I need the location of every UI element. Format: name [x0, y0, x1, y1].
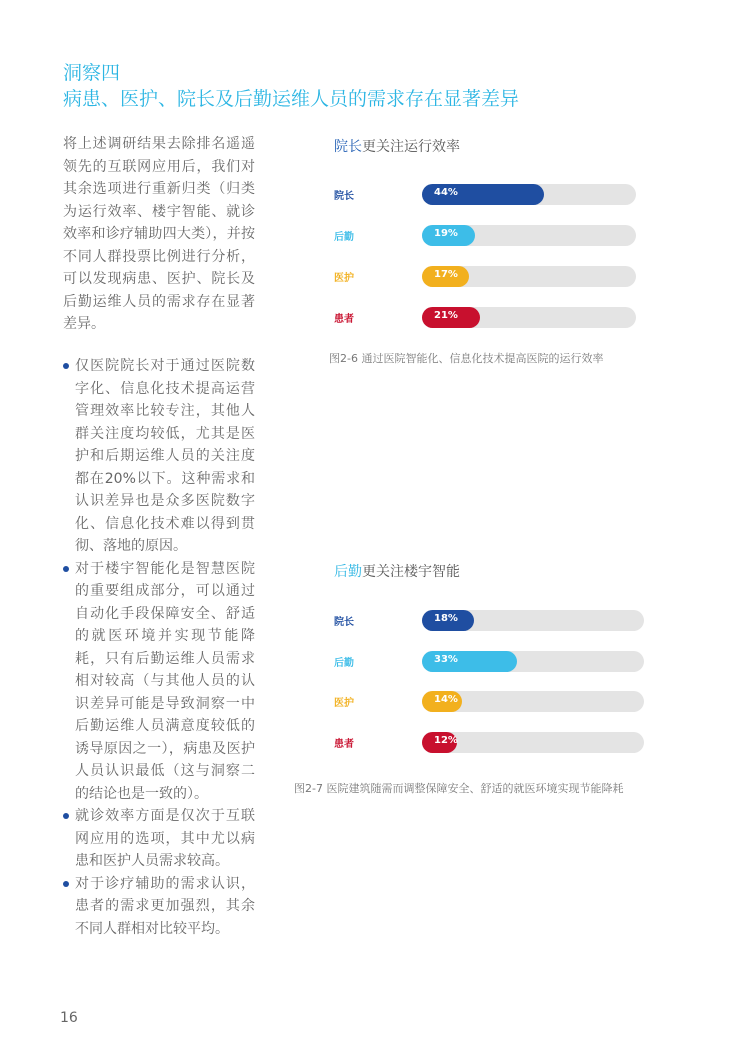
bullet-dot-icon — [63, 363, 69, 369]
chart-operating-efficiency — [334, 136, 644, 336]
bullet-item — [63, 355, 255, 558]
category-label: 医护 — [334, 698, 354, 709]
chart-building-intelligence — [334, 561, 654, 761]
chart-title-highlight: 院长 — [334, 139, 362, 155]
bar-track — [422, 732, 644, 753]
bullet-item — [63, 805, 255, 873]
heading-line2: 病患、医护、院长及后勤运维人员的需求存在显著差异 — [63, 88, 520, 110]
data-label: 12% — [434, 734, 458, 746]
category-label: 患者 — [334, 314, 354, 325]
bar-track — [422, 266, 636, 287]
bar-fill — [422, 691, 462, 712]
bar-row — [334, 691, 644, 712]
intro-paragraph: 将上述调研结果去除排名遥遥领先的互联网应用后，我们对其余选项进行重新归类（归类为运行效率、楼宇智能、就诊效率和诊疗辅助四大类），并按不同人群投票比例进行分析，可以发现病患、医护、院长及后勤运维人员的需求存在显著差异。 — [63, 136, 255, 332]
bullet-item — [63, 558, 255, 806]
category-label: 医护 — [334, 273, 354, 284]
bar-fill — [422, 307, 480, 328]
bar-row — [334, 610, 644, 631]
bullet-text: 对于诊疗辅助的需求认识，患者的需求更加强烈，其余不同人群相对比较平均。 — [75, 875, 255, 937]
bullet-dot-icon — [63, 813, 69, 819]
bar-track — [422, 184, 636, 205]
bullet-text: 仅医院院长对于通过医院数字化、信息化技术提高运营管理效率比较专注，其他人群关注度均较低，尤其是医护和后期运维人员的关注度都在20%以下。这种需求和认识差异也是众多医院数字化、信息化技术难以得到贯彻、落地的原因。 — [75, 358, 255, 554]
bar-fill — [422, 225, 475, 246]
data-label: 18% — [434, 613, 458, 624]
chart-title-rest: 更关注运行效率 — [362, 139, 460, 155]
bar-track — [422, 691, 644, 712]
chart-title-highlight: 后勤 — [334, 564, 362, 580]
page-number: 16 — [60, 1010, 78, 1026]
category-label: 后勤 — [334, 232, 354, 243]
heading-line1: 洞察四 — [63, 62, 121, 84]
bullet-item — [63, 873, 255, 941]
section-heading — [63, 60, 519, 112]
bar-fill — [422, 266, 469, 287]
chart-caption: 图2-6 通过医院智能化、信息化技术提高医院的运行效率 — [329, 352, 604, 365]
bar-row — [334, 266, 636, 287]
category-label: 院长 — [334, 617, 354, 628]
bar-row — [334, 307, 636, 328]
bar-track — [422, 651, 644, 672]
chart-title — [334, 561, 654, 581]
category-label: 院长 — [334, 191, 354, 202]
chart-caption: 图2-7 医院建筑随需而调整保障安全、舒适的就医环境实现节能降耗 — [294, 782, 624, 795]
data-label: 14% — [434, 694, 458, 705]
bar-track — [422, 307, 636, 328]
bar-row — [334, 651, 644, 672]
bullet-dot-icon — [63, 881, 69, 887]
bar-row — [334, 732, 644, 753]
chart-title — [334, 136, 644, 156]
bar-fill — [422, 184, 544, 205]
data-label: 44% — [434, 187, 458, 198]
bar-fill — [422, 651, 517, 672]
data-label: 33% — [434, 653, 458, 665]
data-label: 17% — [434, 269, 458, 280]
data-label: 19% — [434, 228, 458, 239]
bullet-dot-icon — [63, 566, 69, 572]
data-label: 21% — [434, 310, 458, 321]
bullet-list — [63, 355, 255, 940]
bullet-text: 就诊效率方面是仅次于互联网应用的选项，其中尤以病患和医护人员需求较高。 — [75, 808, 255, 869]
category-label: 患者 — [334, 738, 354, 750]
category-label: 后勤 — [334, 657, 354, 669]
bar-fill — [422, 610, 474, 631]
bar-row — [334, 225, 636, 246]
chart-title-rest: 更关注楼宇智能 — [362, 564, 460, 580]
bullet-text: 对于楼宇智能化是智慧医院的重要组成部分，可以通过自动化手段保障安全、舒适的就医环境并实现节能降耗，只有后勤运维人员需求相对较高（与其他人员的认识差异可能是导致洞察一中后勤运维人员满意度较低的诱导原因之一），病患及医护人员认识最低（这与洞察二的结论也是一致的）。 — [75, 560, 255, 802]
bar-row — [334, 184, 636, 205]
bar-track — [422, 610, 644, 631]
bar-fill — [422, 732, 457, 753]
bar-track — [422, 225, 636, 246]
